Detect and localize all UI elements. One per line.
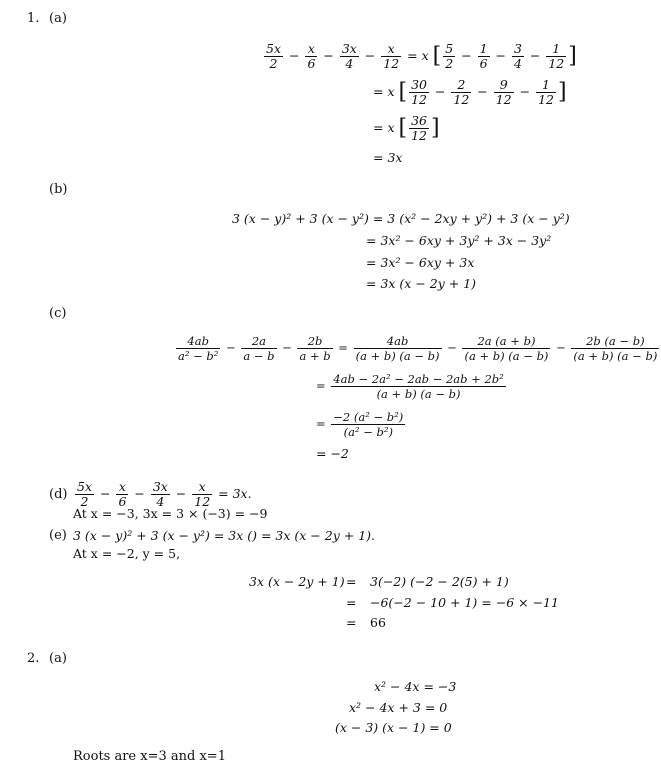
rhs: 3(−2) (−2 − 2(5) + 1) xyxy=(370,574,509,589)
part-label-d: (d) xyxy=(49,487,68,502)
equation-line: 3 (x − y)² + 3 (x − y²) = 3x () = 3x (x − 2y + 1). xyxy=(73,528,375,543)
equals: = xyxy=(346,595,357,610)
equation-line: = x [ $\frac{36}{12}$ ] xyxy=(373,113,440,143)
equation-line: = x [ $\frac{30}{12}$ − $\frac{2}{12}$ − $\frac{9}{12}$ − $\frac{1}{12}$ ] xyxy=(373,77,567,107)
lhs: 3x (x − 2y + 1) xyxy=(249,574,345,589)
rhs: −6(−2 − 10 + 1) = −6 × −11 xyxy=(370,595,559,610)
question-number: 1. xyxy=(27,11,40,26)
part-label-e: (e) xyxy=(49,528,67,543)
equation-line: $\frac{5x}{2}$ − $\frac{x}{6}$ − $\frac{3x}{4}$ − $\frac{x}{12}$ = 3x. xyxy=(77,479,252,509)
text-line: At x = −2, y = 5, xyxy=(73,546,181,561)
equation-line: 3 (x − y)² + 3 (x − y²) = 3 (x² − 2xy + y²) + 3 (x − y²) xyxy=(232,211,570,226)
equation-line: (x − 3) (x − 1) = 0 xyxy=(335,720,452,735)
equals: = xyxy=(346,574,357,589)
equation-line: = 3x xyxy=(373,150,403,165)
rhs: 66 xyxy=(370,615,386,630)
part-label-a: (a) xyxy=(49,651,67,666)
equation-line: = $\frac{\text{−2 (a² − b²)}}{\text{(a² − b²)}}$ xyxy=(316,410,404,439)
equation-line: = 3x (x − 2y + 1) xyxy=(366,276,477,291)
part-label-b: (b) xyxy=(49,182,68,197)
equation-line: $\frac{4ab}{\text{a² − b²}}$ − $\frac{2a}{a - b}$ − $\frac{2b}{a + b}$ = $\frac{4ab}{(a + b) (a - b)}$ − $\frac{2a (a + b)}{(a + b) (a - b)}$ − $\frac{2b (a - b)}{(a + b) (a - b)}$ xyxy=(178,334,658,363)
equation-line: $\frac{5x}{2}$ − $\frac{x}{6}$ − $\frac{3x}{4}$ − $\frac{x}{12}$ = x [ $\frac{5}{2}$ − $\frac{1}{6}$ − $\frac{3}{4}$ − $\frac{1}{12}$ ] xyxy=(266,41,577,71)
equation-line: x² − 4x + 3 = 0 xyxy=(349,700,448,715)
part-label-c: (c) xyxy=(49,306,67,321)
equation-line: = $\frac{\text{4ab − 2a² − 2ab − 2ab + 2b²}}{(a + b) (a - b)}$ xyxy=(316,372,504,401)
equation-line: = 3x² − 6xy + 3y² + 3x − 3y² xyxy=(366,233,552,248)
equation-line: x² − 4x = −3 xyxy=(374,679,457,694)
equation-line: = 3x² − 6xy + 3x xyxy=(366,255,475,270)
part-label-a: (a) xyxy=(49,11,67,26)
question-number: 2. xyxy=(27,651,40,666)
roots-statement: Roots are x=3 and x=1 xyxy=(73,749,226,764)
equation-line: = −2 xyxy=(316,446,349,461)
text-line: At x = −3, 3x = 3 × (−3) = −9 xyxy=(73,506,268,521)
equals: = xyxy=(346,615,357,630)
